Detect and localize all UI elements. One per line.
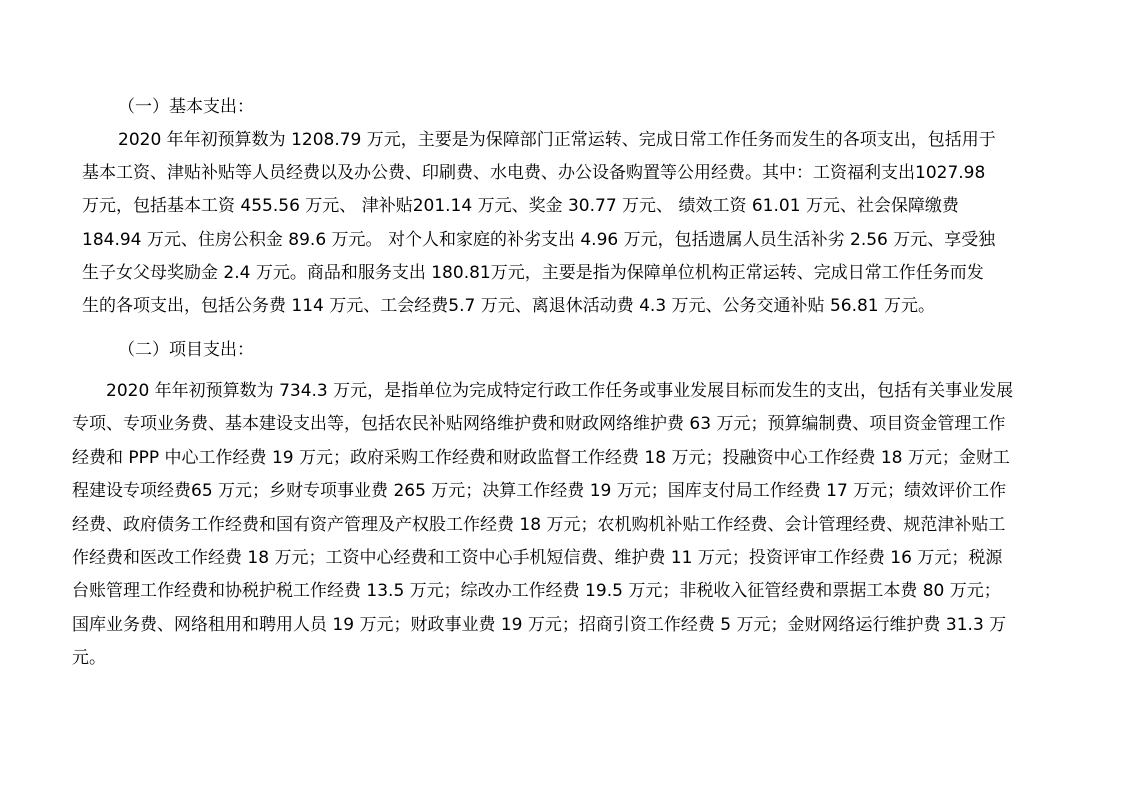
paragraph-line: 程建设专项经费65 万元；乡财专项事业费 265 万元；决算工作经费 19 万元；国库支付局工作经费 17 万元；绩效评价工作 <box>72 481 1007 502</box>
paragraph-line: 元。 <box>72 648 106 669</box>
paragraph-line: 经费和 PPP 中心工作经费 19 万元；政府采购工作经费和财政监督工作经费 18 万元；投融资中心工作经费 18 万元；金财工 <box>72 447 1010 468</box>
paragraph-line: 生子女父母奖励金 2.4 万元。商品和服务支出 180.81万元，主要是指为保障单位机构正常运转、完成日常工作任务而发 <box>82 262 984 283</box>
paragraph-line: 作经费和医改工作经费 18 万元；工资中心经费和工资中心手机短信费、维护费 11 万元；投资评审工作经费 16 万元；税源 <box>72 547 1003 568</box>
paragraph-line: 2020 年年初预算数为 734.3 万元，是指单位为完成特定行政工作任务或事业发展目标而发生的支出，包括有关事业发展 <box>106 381 1014 401</box>
paragraph-line: 万元，包括基本工资 455.56 万元、 津补贴201.14 万元、奖金 30.77 万元、 绩效工资 61.01 万元、社会保障缴费 <box>82 196 959 217</box>
section-heading-basic-expenditure: （一）基本支出： <box>118 97 254 117</box>
paragraph-line: 国库业务费、网络租用和聘用人员 19 万元；财政事业费 19 万元；招商引资工作经费 5 万元；金财网络运行维护费 31.3 万 <box>72 614 1007 635</box>
paragraph-line: 生的各项支出，包括公务费 114 万元、工会经费5.7 万元、离退休活动费 4.3 万元、公务交通补贴 56.81 万元。 <box>82 295 936 316</box>
paragraph-line: 经费、政府债务工作经费和国有资产管理及产权股工作经费 18 万元；农机购机补贴工作经费、会计管理经费、规范津补贴工 <box>72 514 1006 535</box>
paragraph-line: 2020 年年初预算数为 1208.79 万元，主要是为保障部门正常运转、完成日常工作任务而发生的各项支出，包括用于 <box>118 130 996 150</box>
paragraph-line: 专项、专项业务费、基本建设支出等，包括农民补贴网络维护费和财政网络维护费 63 万元；预算编制费、项目资金管理工作 <box>72 414 1006 435</box>
section-heading-project-expenditure: （二）项目支出： <box>118 340 254 360</box>
paragraph-basic-expenditure <box>82 124 996 323</box>
paragraph-line: 基本工资、津贴补贴等人员经费以及办公费、印刷费、水电费、办公设备购置等公用经费。其中：工资福利支出1027.98 <box>82 163 986 184</box>
paragraph-line: 184.94 万元、住房公积金 89.6 万元。 对个人和家庭的补劣支出 4.96 万元，包括遗属人员生活补劣 2.56 万元、享受独 <box>82 229 996 250</box>
paragraph-project-expenditure <box>72 375 1013 676</box>
paragraph-line: 台账管理工作经费和协税护税工作经费 13.5 万元；综改办工作经费 19.5 万元；非税收入征管经费和票据工本费 80 万元； <box>72 581 1001 602</box>
